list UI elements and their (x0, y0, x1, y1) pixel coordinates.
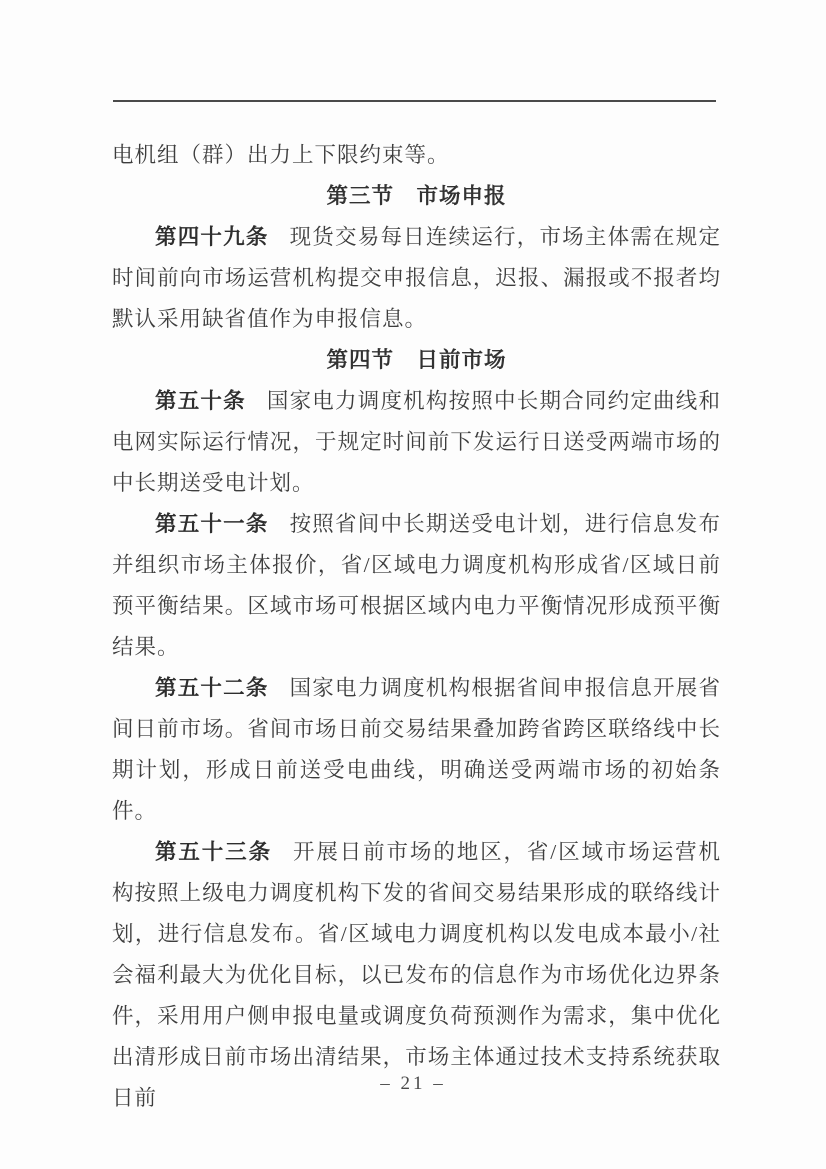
document-body (112, 135, 721, 1119)
page-number: – 21 – (380, 1073, 446, 1094)
article-49 (112, 217, 721, 340)
article-50-number: 第五十条 (155, 389, 246, 413)
article-52 (112, 668, 721, 832)
article-49-number: 第四十九条 (155, 225, 269, 249)
article-53-text: 开展日前市场的地区，省/区域市场运营机构按照上级电力调度机构下发的省间交易结果形成的联络线计划，进行信息发布。省/区域电力调度机构以发电成本最小/社会福利最大为优化目标，以已发布的信息作为市场优化边界条件，采用用户侧申报电量或调度负荷预测作为需求，集中优化出清形成日前市场出清结果，市场主体通过技术支持系统获取日前 (112, 840, 721, 1110)
article-52-text: 国家电力调度机构根据省间申报信息开展省间日前市场。省间市场日前交易结果叠加跨省跨区联络线中长期计划，形成日前送受电曲线，明确送受两端市场的初始条件。 (112, 676, 721, 823)
article-51-text: 按照省间中长期送受电计划，进行信息发布并组织市场主体报价，省/区域电力调度机构形成省/区域日前预平衡结果。区域市场可根据区域内电力平衡情况形成预平衡结果。 (112, 512, 721, 659)
article-50 (112, 381, 721, 504)
article-51 (112, 504, 721, 668)
article-52-number: 第五十二条 (155, 676, 269, 700)
article-53-number: 第五十三条 (155, 840, 272, 864)
section-heading-market-declaration: 第三节 市场申报 (326, 184, 507, 208)
article-51-number: 第五十一条 (155, 512, 269, 536)
section-heading-day-ahead-market: 第四节 日前市场 (326, 348, 507, 372)
paragraph-continuation: 电机组（群）出力上下限约束等。 (112, 143, 450, 167)
header-rule (113, 100, 716, 102)
article-50-text: 国家电力调度机构按照中长期合同约定曲线和电网实际运行情况，于规定时间前下发运行日送受两端市场的中长期送受电计划。 (112, 389, 721, 495)
article-49-text: 现货交易每日连续运行，市场主体需在规定时间前向市场运营机构提交申报信息，迟报、漏报或不报者均默认采用缺省值作为申报信息。 (112, 225, 721, 331)
